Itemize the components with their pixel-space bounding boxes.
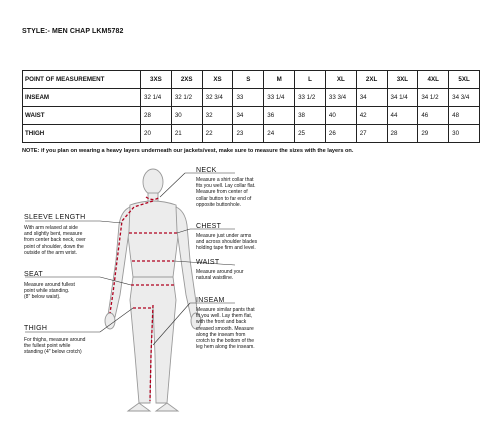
- table-cell: 29: [418, 125, 449, 143]
- body-figure: [105, 169, 201, 411]
- header-size-m: M: [264, 71, 295, 89]
- table-cell: 32 3/4: [202, 89, 233, 107]
- header-size-xl: XL: [325, 71, 356, 89]
- neck-title: NECK: [196, 167, 217, 174]
- header-size-l: L: [295, 71, 326, 89]
- row-label: WAIST: [23, 107, 141, 125]
- sleeve-length-title: SLEEVE LENGTH: [24, 214, 86, 221]
- table-cell: 38: [295, 107, 326, 125]
- table-cell: 34 3/4: [449, 89, 480, 107]
- size-chart-table: [22, 70, 480, 143]
- table-cell: 34 1/2: [418, 89, 449, 107]
- table-cell: 28: [141, 107, 172, 125]
- table-cell: 33 1/4: [264, 89, 295, 107]
- thigh-title: THIGH: [24, 325, 48, 332]
- header-size-3xs: 3XS: [141, 71, 172, 89]
- table-cell: 34 1/4: [387, 89, 418, 107]
- table-row-waist: [23, 107, 480, 125]
- sleeve-length-text: With arm relaxed at side and slightly bent, measure from center back neck, over point of shoulder, down the outside of the arm wrist.: [24, 225, 86, 256]
- measurement-guide: [20, 165, 425, 423]
- table-cell: 32 1/4: [141, 89, 172, 107]
- waist-text: Measure around your natural waistline.: [196, 269, 244, 282]
- table-cell: 23: [233, 125, 264, 143]
- header-size-4xl: 4XL: [418, 71, 449, 89]
- table-cell: 21: [171, 125, 202, 143]
- header-size-2xs: 2XS: [171, 71, 202, 89]
- header-size-3xl: 3XL: [387, 71, 418, 89]
- table-cell: 46: [418, 107, 449, 125]
- layering-note: NOTE: if you plan on wearing a heavy layers underneath our jackets/vest, make sure to measure the sizes with the layers on.: [22, 148, 354, 154]
- table-cell: 36: [264, 107, 295, 125]
- seat-title: SEAT: [24, 271, 43, 278]
- seat-text: Measure around fullest point while standing. (8" below waist).: [24, 282, 75, 301]
- table-row-thigh: [23, 125, 480, 143]
- header-size-2xl: 2XL: [356, 71, 387, 89]
- table-cell: 48: [449, 107, 480, 125]
- header-size-5xl: 5XL: [449, 71, 480, 89]
- table-cell: 28: [387, 125, 418, 143]
- chest-text: Measure just under arms and across shoulder blades holding tape firm and level.: [196, 233, 258, 252]
- row-label: THIGH: [23, 125, 141, 143]
- table-cell: 33 1/2: [295, 89, 326, 107]
- table-cell: 42: [356, 107, 387, 125]
- table-cell: 33: [233, 89, 264, 107]
- table-row-inseam: [23, 89, 480, 107]
- table-cell: 27: [356, 125, 387, 143]
- table-header-row: [23, 71, 480, 89]
- table-cell: 32 1/2: [171, 89, 202, 107]
- table-cell: 34: [356, 89, 387, 107]
- table-cell: 33 3/4: [325, 89, 356, 107]
- table-cell: 22: [202, 125, 233, 143]
- header-point-of-measurement: POINT OF MEASUREMENT: [23, 71, 141, 89]
- table-cell: 24: [264, 125, 295, 143]
- style-title: STYLE:- MEN CHAP LKM5782: [22, 28, 124, 35]
- header-size-xs: XS: [202, 71, 233, 89]
- header-size-s: S: [233, 71, 264, 89]
- waist-title: WAIST: [196, 259, 220, 266]
- table-cell: 25: [295, 125, 326, 143]
- row-label: INSEAM: [23, 89, 141, 107]
- table-cell: 40: [325, 107, 356, 125]
- table-cell: 44: [387, 107, 418, 125]
- table-cell: 30: [449, 125, 480, 143]
- neck-text: Measure a shirt collar that fits you well. Lay collar flat. Measure from center of collar button to far end of opposite buttonhole.: [196, 177, 256, 208]
- thigh-text: For thighs, measure around the fullest point while standing (4" below crotch): [24, 337, 86, 356]
- table-cell: 34: [233, 107, 264, 125]
- inseam-title: INSEAM: [196, 297, 225, 304]
- chest-title: CHEST: [196, 223, 222, 230]
- table-cell: 32: [202, 107, 233, 125]
- inseam-text: Measure similar pants that fit you well. Lay them flat, with the front and back creased smooth. Measure along the inseam from crotch to the bottom of the leg hem along the inseam.: [196, 307, 255, 351]
- table-cell: 26: [325, 125, 356, 143]
- table-cell: 30: [171, 107, 202, 125]
- table-cell: 20: [141, 125, 172, 143]
